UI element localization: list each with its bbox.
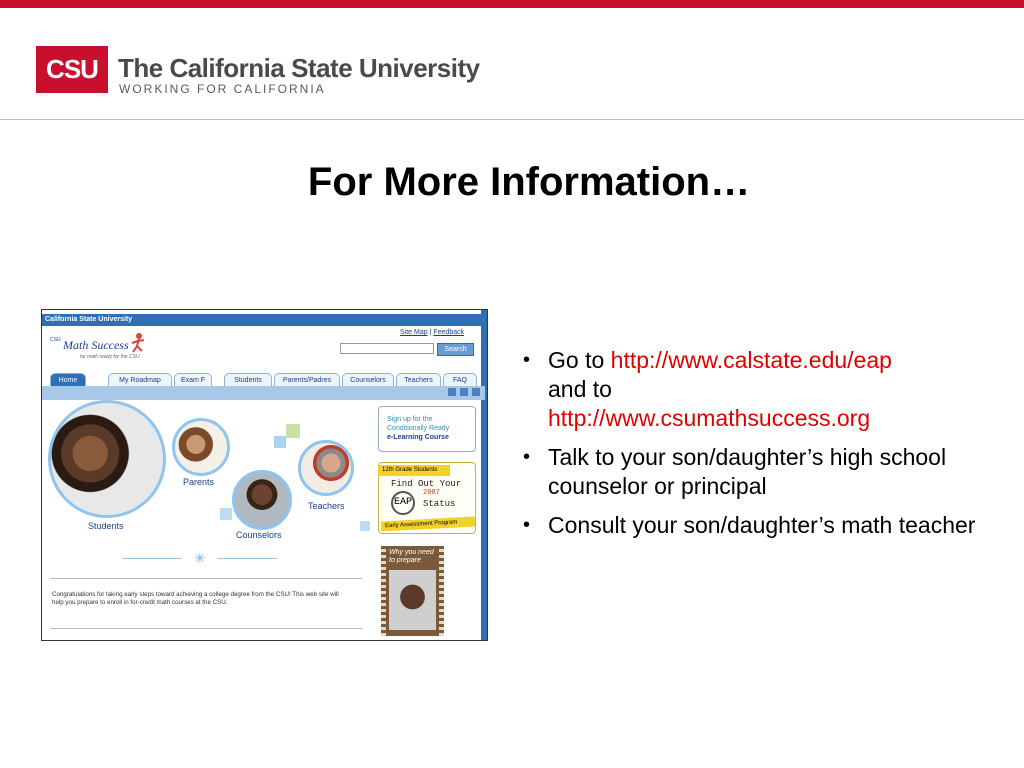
site-logo[interactable]: Math Success: [63, 338, 129, 352]
header-divider: [0, 119, 1024, 120]
content-divider-bottom: [50, 628, 362, 629]
website-screenshot: [41, 309, 488, 641]
deco-square: [220, 508, 232, 520]
eap-status: Status: [423, 499, 456, 509]
ornament-line-left: [122, 558, 182, 559]
slide-title: For More Information…: [307, 160, 751, 204]
tab-parents[interactable]: Parents/Padres: [274, 373, 340, 386]
snowflake-icon: ✳: [194, 550, 206, 566]
site-search-button[interactable]: Search: [437, 343, 474, 356]
feedback-link[interactable]: Feedback: [433, 329, 465, 336]
elearning-line1: Sign up for the: [387, 416, 433, 423]
tab-teachers[interactable]: Teachers: [396, 373, 441, 386]
tab-counselors[interactable]: Counselors: [342, 373, 394, 386]
teachers-photo[interactable]: [298, 440, 354, 496]
teachers-label[interactable]: Teachers: [308, 501, 345, 511]
org-tagline: WORKING FOR CALIFORNIA: [119, 82, 326, 96]
site-logo-prefix: CSU: [50, 337, 61, 343]
elearning-line3: e-Learning Course: [387, 434, 449, 441]
students-label[interactable]: Students: [88, 521, 124, 531]
elearning-line2: Conditionally Ready: [387, 425, 450, 432]
parents-photo[interactable]: [172, 418, 230, 476]
tab-home[interactable]: Home: [50, 373, 86, 386]
site-nav-bar: [42, 386, 485, 400]
film-sprockets-right: [439, 546, 444, 636]
eap-top-banner: 12th Grade Students: [378, 465, 450, 476]
deco-square: [286, 424, 300, 438]
bullet-middle: and to: [548, 376, 612, 402]
bullet-prefix: Go to: [548, 347, 611, 373]
congrats-text: Congratulations for taking early steps toward achieving a college degree from the CSU! This web site will help you prepare to enroll in for-credit math courses at the CSU.: [52, 591, 339, 606]
counselors-label[interactable]: Counselors: [236, 530, 282, 540]
deco-square: [360, 521, 370, 531]
bullet-go-to: [521, 346, 991, 433]
video-thumbnail: [389, 570, 436, 630]
elearning-card[interactable]: [378, 406, 476, 452]
bullet-math-teacher: • Consult your son/daughter’s math teacher: [521, 511, 991, 540]
parents-label[interactable]: Parents: [183, 477, 215, 487]
tab-my-roadmap[interactable]: My Roadmap: [108, 373, 172, 386]
video-title-line2: to prepare: [389, 557, 421, 564]
csu-logo-mark: CSU: [36, 46, 108, 93]
bullet-counselor: • Talk to your son/daughter’s high school counselor or principal: [521, 443, 991, 501]
print-icon[interactable]: [448, 388, 456, 396]
eap-line1: Find Out Your: [391, 479, 462, 489]
site-map-link[interactable]: Site Map: [400, 329, 428, 336]
site-logo-subtitle: be math ready for the CSU: [80, 354, 140, 360]
film-sprockets-left: [381, 546, 386, 636]
eap-year: 2007: [423, 489, 440, 497]
link-separator: |: [429, 329, 432, 336]
why-prepare-video[interactable]: [381, 546, 444, 636]
tab-students[interactable]: Students: [224, 373, 272, 386]
top-red-bar: [0, 0, 1024, 8]
bullet-list: [521, 346, 991, 550]
text-size-small-icon[interactable]: [472, 388, 480, 396]
eap-card[interactable]: [378, 462, 476, 534]
tab-faq[interactable]: FAQ: [443, 373, 477, 386]
deco-square: [274, 436, 286, 448]
counselors-photo[interactable]: [232, 470, 292, 530]
students-photo[interactable]: [48, 400, 166, 518]
content-divider: [50, 578, 362, 579]
csumathsuccess-link[interactable]: http://www.csumathsuccess.org: [548, 405, 871, 431]
site-topbar: California State University: [42, 314, 485, 326]
org-name: The California State University: [118, 53, 480, 83]
video-title-line1: Why you need: [389, 549, 434, 556]
ornament-line-right: [217, 558, 277, 559]
site-search-input[interactable]: [340, 343, 434, 354]
site-links: [400, 329, 464, 336]
runner-figure-icon: [130, 332, 146, 354]
tab-exam[interactable]: Exam F: [174, 373, 212, 386]
eap-bottom-banner: Early Assessment Program: [381, 517, 475, 532]
calstate-eap-link[interactable]: http://www.calstate.edu/eap: [610, 347, 892, 373]
site-edge-bar: [481, 310, 487, 640]
eap-magnifier-icon: EAP: [391, 491, 415, 515]
text-size-icon[interactable]: [460, 388, 468, 396]
